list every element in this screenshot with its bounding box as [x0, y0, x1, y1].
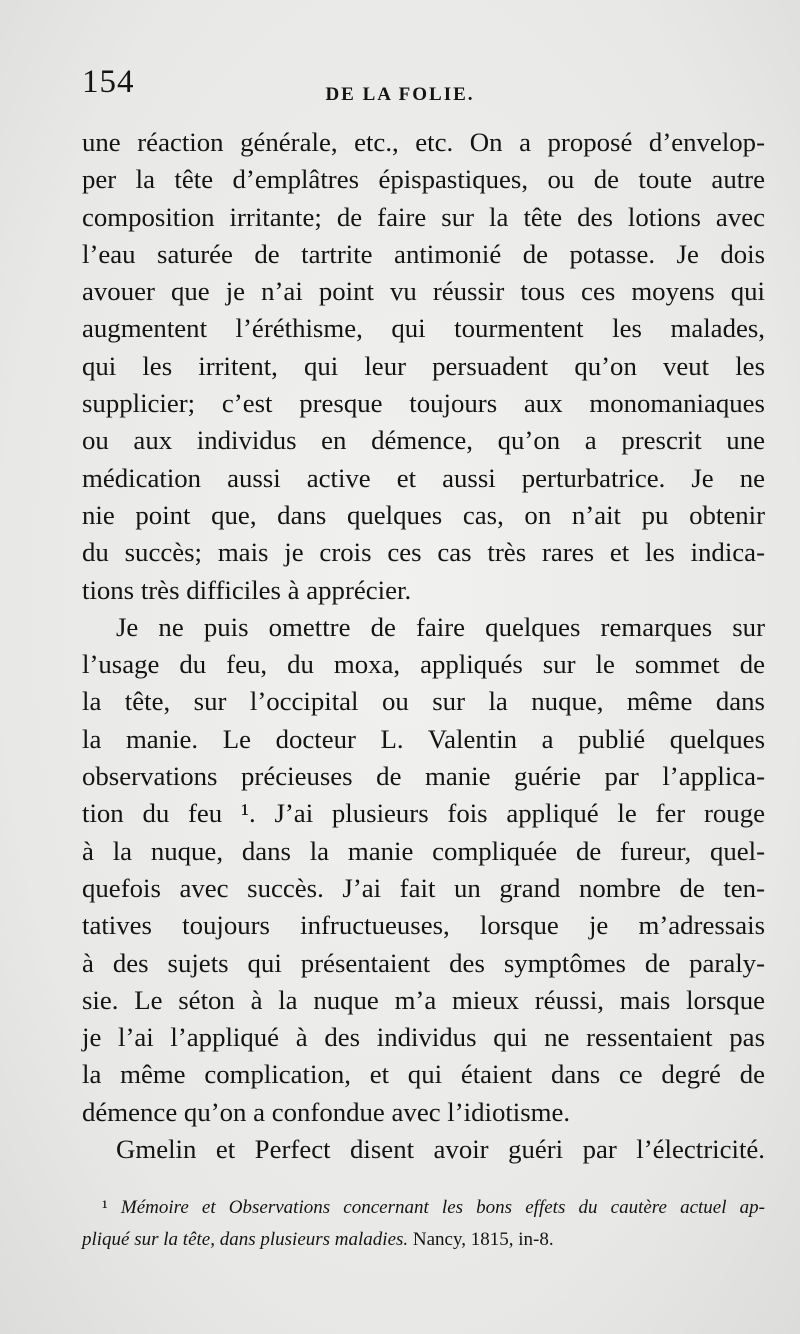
text-line: je l’ai l’appliqué à des individus qui ne ressentaient pas: [82, 1022, 765, 1053]
text-line: quefois avec succès. J’ai fait un grand nombre de ten-: [82, 872, 765, 903]
footnote-italic-text: pliqué sur la tête, dans plusieurs maladies.: [82, 1229, 409, 1250]
text-line: la manie. Le docteur L. Valentin a publié quelques: [82, 723, 765, 754]
text-line: sie. Le séton à la nuque m’a mieux réussi, mais lorsque: [82, 984, 765, 1015]
footnote-italic-text: Mémoire et Observations concernant les bons effets du cautère actuel ap-: [120, 1197, 766, 1218]
text-line: augmentent l’éréthisme, qui tourmentent les malades,: [82, 313, 765, 344]
text-line: qui les irritent, qui leur persuadent qu’on veut les: [82, 350, 765, 381]
body-text: [82, 124, 765, 1168]
text-line: du succès; mais je crois ces cas très rares et les indica-: [82, 537, 765, 568]
text-line: nie point que, dans quelques cas, on n’ait pu obtenir: [82, 499, 765, 530]
text-line: tions très difficiles à apprécier.: [82, 574, 412, 605]
text-line: la tête, sur l’occipital ou sur la nuque, même dans: [82, 686, 765, 717]
text-line: Gmelin et Perfect disent avoir guéri par l’électricité.: [116, 1134, 765, 1165]
text-line: ou aux individus en démence, qu’on a prescrit une: [82, 425, 765, 456]
text-line: l’usage du feu, du moxa, appliqués sur le sommet de: [82, 649, 765, 680]
text-line: la même complication, et qui étaient dans ce degré de: [82, 1059, 765, 1090]
footnote: [82, 1192, 765, 1256]
text-line: à la nuque, dans la manie compliquée de fureur, quel-: [82, 835, 765, 866]
text-line: démence qu’on a confondue avec l’idiotisme.: [82, 1096, 571, 1127]
text-line: observations précieuses de manie guérie par l’applica-: [82, 761, 765, 792]
text-line: une réaction générale, etc., etc. On a proposé d’envelop-: [82, 127, 765, 157]
footnote-citation: Nancy, 1815, in-8.: [408, 1229, 554, 1250]
text-line: avouer que je n’ai point vu réussir tous ces moyens qui: [82, 276, 765, 307]
text-line: Je ne puis omettre de faire quelques remarques sur: [116, 611, 765, 642]
running-head: DE LA FOLIE.: [325, 84, 475, 105]
text-line: à des sujets qui présentaient des symptômes de paraly-: [82, 947, 765, 978]
page-number: 154: [82, 64, 135, 100]
footnote-marker: ¹: [102, 1197, 108, 1218]
text-line: médication aussi active et aussi perturbatrice. Je ne: [82, 462, 765, 493]
text-line: per la tête d’emplâtres épispastiques, ou de toute autre: [82, 164, 765, 195]
text-line: l’eau saturée de tartrite antimonié de potasse. Je dois: [82, 238, 765, 269]
text-line: tion du feu ¹. J’ai plusieurs fois appliqué le fer rouge: [82, 798, 765, 829]
footnote-line: [82, 1192, 765, 1224]
text-line: supplicier; c’est presque toujours aux monomaniaques: [82, 388, 765, 419]
text-line: composition irritante; de faire sur la tête des lotions avec: [82, 201, 765, 232]
footnote-line: [82, 1224, 765, 1256]
text-line: tatives toujours infructueuses, lorsque je m’adressais: [82, 910, 765, 941]
